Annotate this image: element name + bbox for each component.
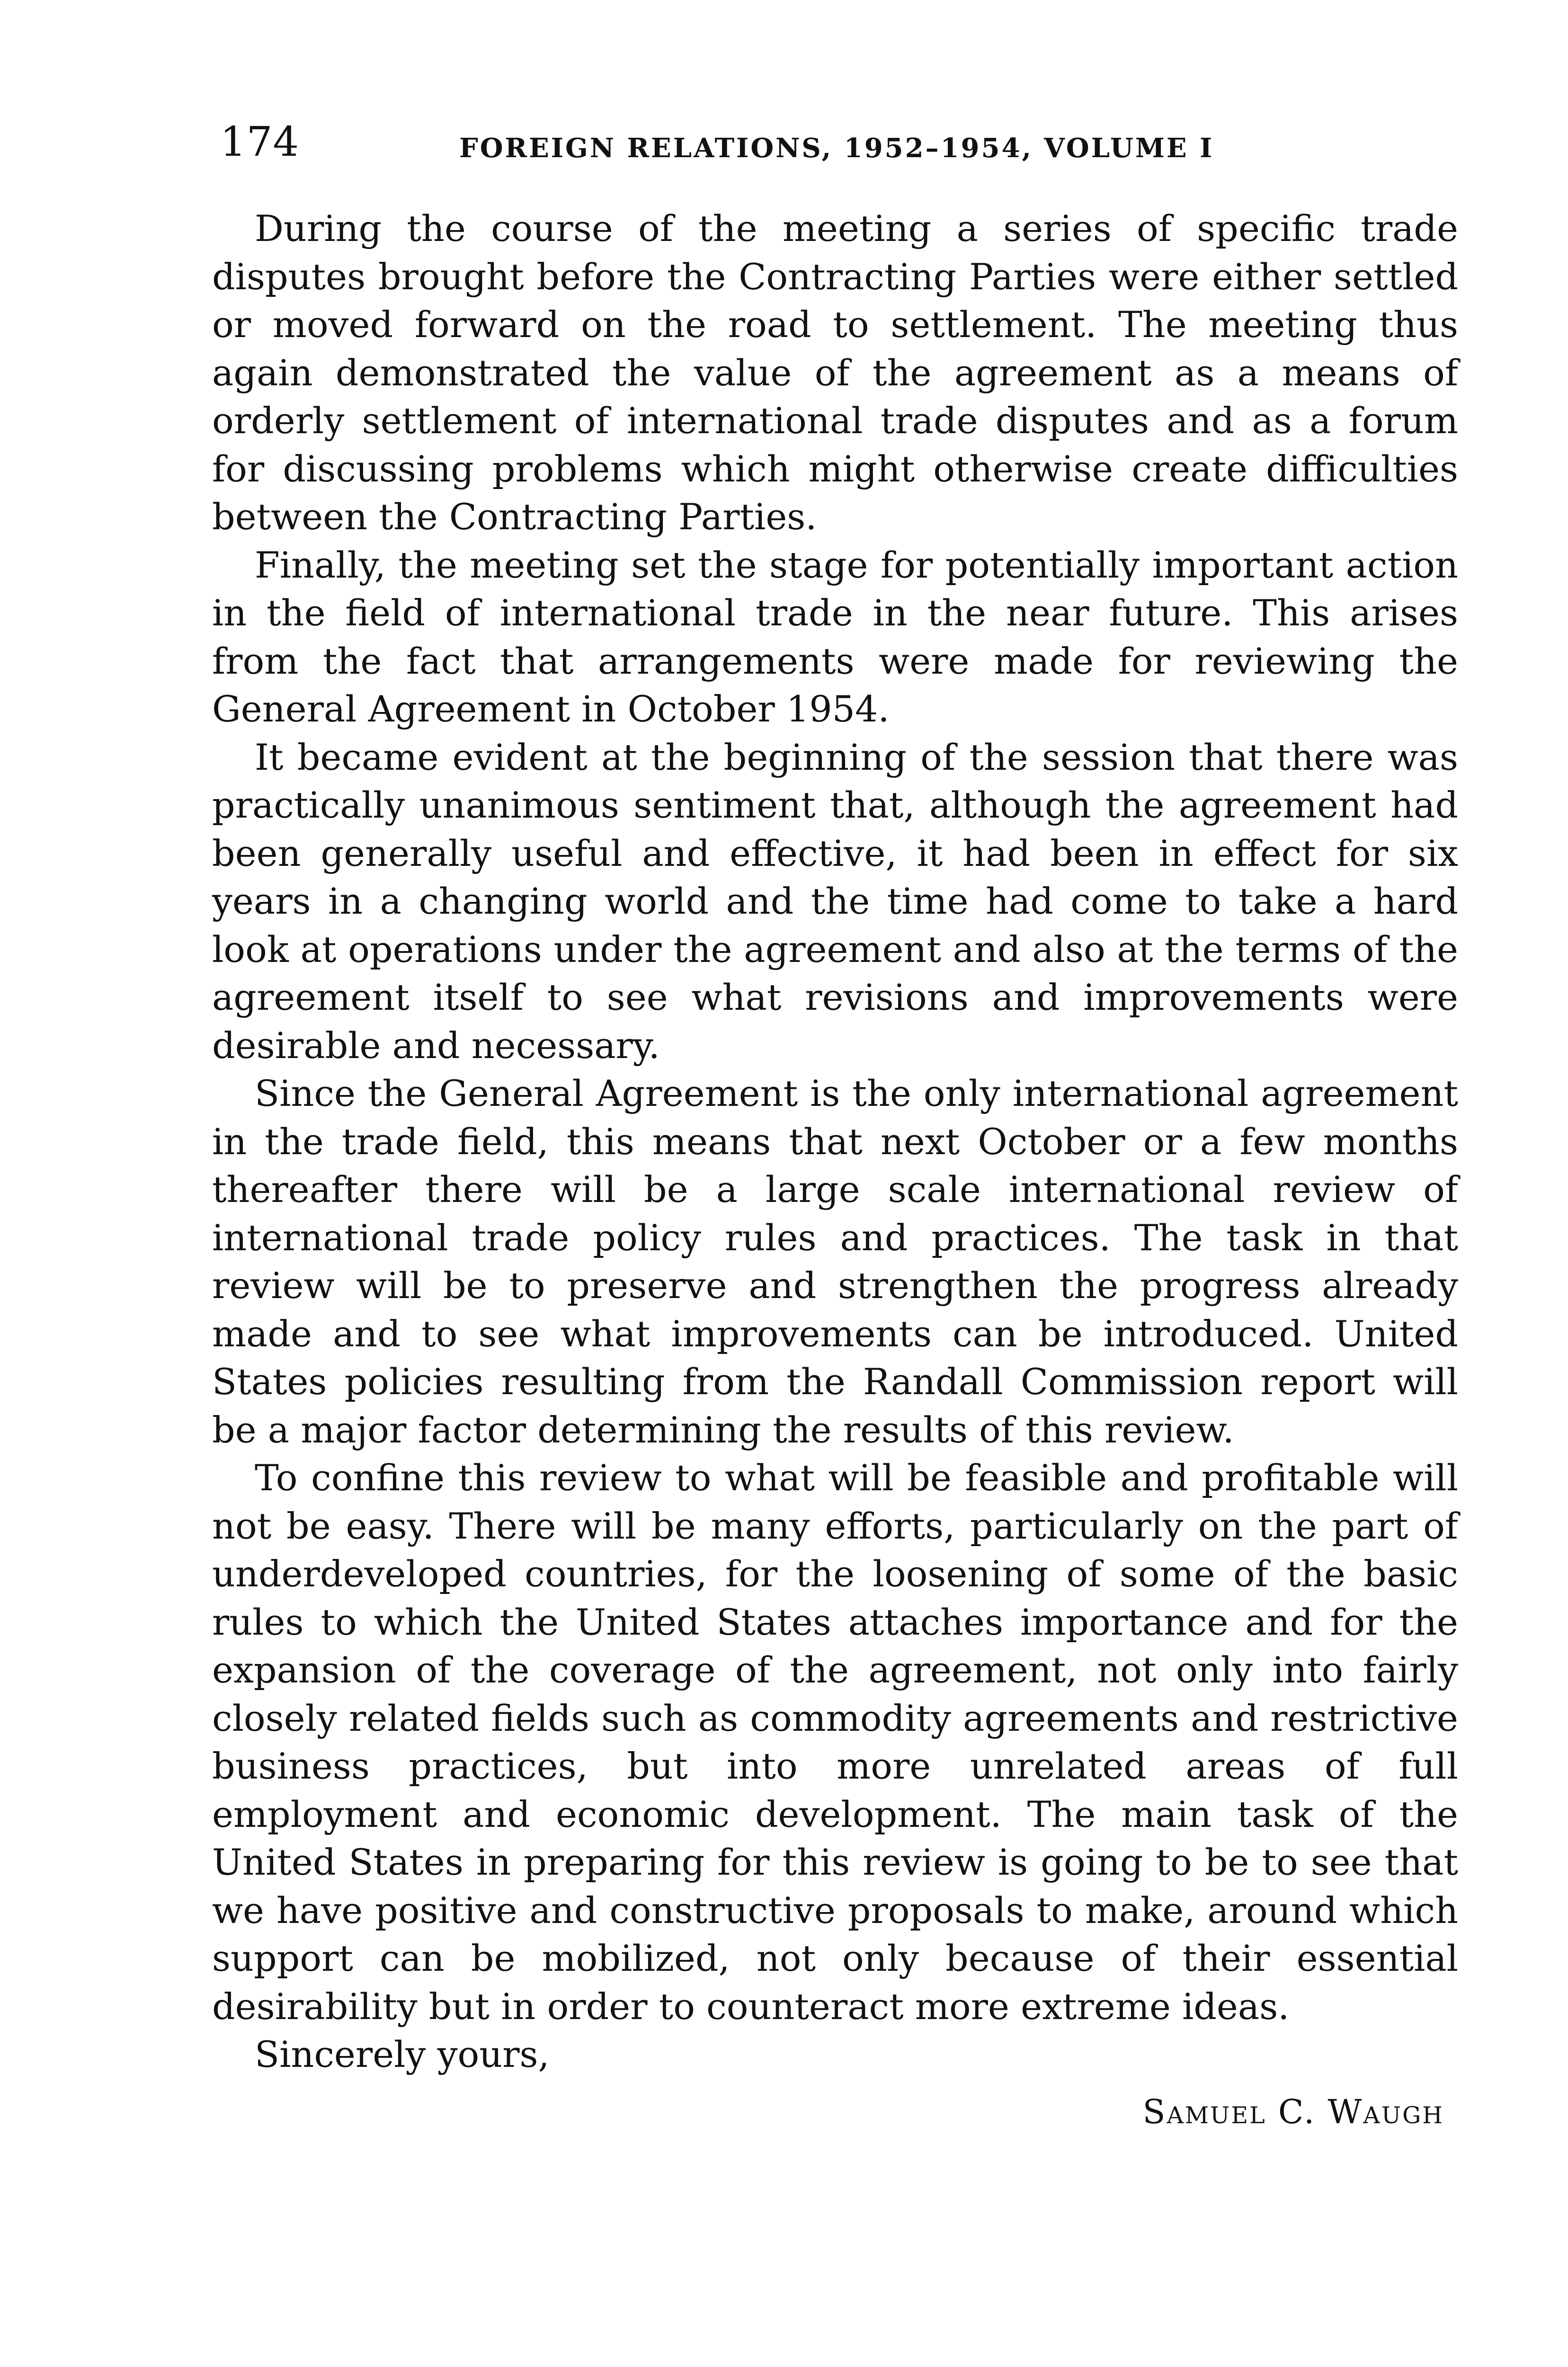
paragraph-international-review: Since the General Agreement is the only international agreement in the trade field, this means that next October or a few months thereafter there will be a large scale international review of international trade policy rules and practices. The task in that review will be to preserve and strengthen the progress already made and to see what improvements can be introduced. United States policies resulting from the Randall Commission report will be a major factor determining the results of this review. [212, 1072, 1458, 1451]
page-header [220, 116, 1477, 182]
letter-body [212, 205, 1458, 2136]
paragraph-confine-review: To confine this review to what will be feasible and profitable will not be easy. There will be many efforts, particularly on the part of underdeveloped countries, for the loosening of some of the basic rules to which the United States attaches importance and for the expansion of the coverage of the agreement, not only into fairly closely related fields such as commodity agreements and restrictive business practices, but into more unrelated areas of full employment and economic development. The main task of the United States in preparing for this review is going to be to see that we have positive and constructive proposals to make, around which support can be mobilized, not only because of their essential desirability but in order to counteract more extreme ideas. [212, 1457, 1458, 2028]
page-number: 174 [220, 118, 300, 166]
running-title: FOREIGN RELATIONS, 1952–1954, VOLUME I [459, 133, 1214, 164]
paragraph-trade-disputes: During the course of the meeting a series of specific trade disputes brought before the Contracting Parties were either settled or moved forward on the road to settlement. The meeting thus again demonstrated the value of the agreement as a means of orderly settlement of international trade disputes and as a forum for discussing problems which might otherwise create difficulties between the Contracting Parties. [212, 207, 1458, 538]
paragraph-review-stage: Finally, the meeting set the stage for potentially important action in the field of international trade in the near future. This arises from the fact that arrangements were made for reviewing the General Agreement in October 1954. [212, 543, 1458, 730]
paragraph-unanimous-sentiment: It became evident at the beginning of the session that there was practically unanimous sentiment that, although the agreement had been generally useful and effective, it had been in effect for six years in a changing world and the time had come to take a hard look at operations under the agreement and also at the terms of the agreement itself to see what revisions and improvements were desirable and necessary. [212, 736, 1458, 1067]
signature: Samuel C. Waugh [1142, 2092, 1444, 2131]
closing-salutation: Sincerely yours, [255, 2033, 550, 2075]
